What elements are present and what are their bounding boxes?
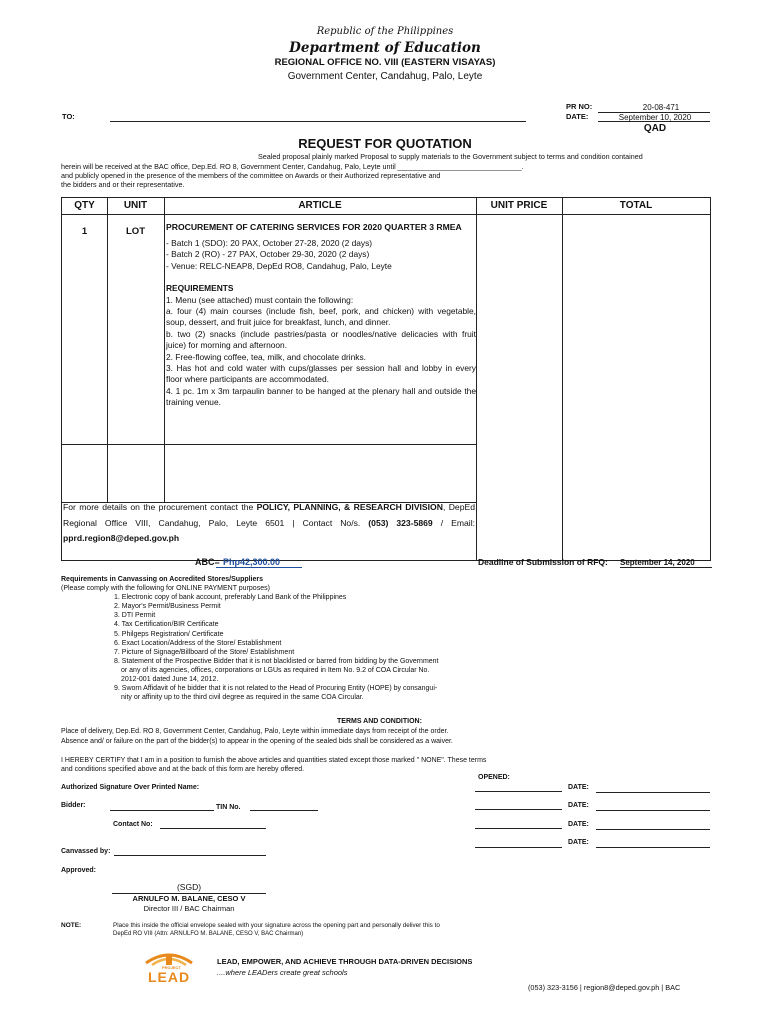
- row-unit: LOT: [126, 226, 145, 237]
- batch-1: - Batch 1 (SDO): 20 PAX, October 27-28, 2020 (2 days): [166, 238, 373, 248]
- date-label: DATE:: [568, 839, 589, 846]
- intro-line-3: and publicly opened in the presence of the members of the committee on Awards or their Authorized representative and: [61, 171, 441, 180]
- row-qty: 1: [81, 226, 88, 237]
- article-bottom-line: [62, 444, 476, 445]
- quotation-table: [61, 197, 711, 561]
- date-label: DATE:: [568, 784, 589, 791]
- contact-details: [62, 500, 475, 547]
- table-header-row: [62, 198, 710, 215]
- article-title: PROCUREMENT OF CATERING SERVICES FOR 2020 QUARTER 3 RMEA: [166, 222, 462, 232]
- contact-email: pprd.region8@deped.gov.ph: [63, 533, 180, 543]
- list-item: 8. Statement of the Prospective Bidder that it is not blacklisted or barred from bidding by the Government: [114, 657, 439, 665]
- header-article: ARTICLE: [298, 200, 342, 211]
- date-line: [596, 792, 710, 793]
- deadline-value: September 14, 2020: [620, 558, 695, 567]
- date-value: September 10, 2020: [618, 113, 692, 122]
- col-divider: [164, 198, 165, 503]
- pr-no-label: PR NO:: [566, 102, 593, 111]
- footer-contact: (053) 323-3156 | region8@deped.gov.ph | BAC: [528, 983, 681, 992]
- lead-logo: [140, 945, 198, 987]
- list-item: 1. Electronic copy of bank account, preferably Land Bank of the Philippines: [114, 594, 347, 602]
- abc-label: ABC=: [195, 557, 220, 567]
- list-item: 2. Mayor's Permit/Business Permit: [114, 603, 221, 611]
- header-unit-price: UNIT PRICE: [490, 200, 548, 211]
- logo-text: LEAD: [148, 969, 191, 985]
- date-line: [596, 810, 710, 811]
- cert-line-1: I HEREBY CERTIFY that I am in a position to furnish the above articles and quantities stated except those marked " NONE". These terms: [61, 757, 487, 764]
- note-line-2: DepEd RO VIII (Attn: ARNULFO M. BALANE, CESO V, BAC Chairman): [113, 931, 304, 937]
- terms-title: TERMS AND CONDITION:: [337, 718, 422, 725]
- date-label: DATE:: [568, 821, 589, 828]
- intro-line-2: herein will be received at the BAC office, Dep.Ed. RO 8, Government Center, Candahug, Palo, Leyte until _______________________________.: [61, 162, 524, 171]
- opened-label: OPENED:: [478, 774, 510, 781]
- list-item: 5. Philgeps Registration/ Certificate: [114, 630, 224, 638]
- republic-line: Republic of the Philippines: [316, 26, 454, 37]
- office-address: Government Center, Candahug, Palo, Leyte: [287, 71, 483, 82]
- article-description: [166, 220, 476, 409]
- list-item: or any of its agencies, offices, corporations or LGUs as required in Item No. 9.2 of COA Circular No.: [121, 666, 430, 674]
- chairman-name: ARNULFO M. BALANE, CESO V: [132, 894, 246, 903]
- header-qty: QTY: [74, 200, 95, 211]
- venue: - Venue: RELC-NEAP8, DepEd RO8, Candahug, Palo, Leyte: [166, 260, 392, 271]
- col-divider: [107, 198, 108, 503]
- requirement-item: a. four (4) main courses (include fish, beef, pork, and chicken) with vegetable, soup, dessert, and fruit juice for breakfast, lunch, and dinner.: [166, 306, 476, 328]
- to-label: TO:: [62, 112, 75, 121]
- requirement-item: 1. Menu (see attached) must contain the following:: [166, 294, 354, 305]
- date-line: [596, 847, 710, 848]
- canvassed-by-line: [114, 855, 266, 856]
- list-item: 7. Picture of Signage/Billboard of the Store/ Establishment: [114, 648, 295, 656]
- intro-line-1: Sealed proposal plainly marked Proposal to supply materials to the Government subject to terms and condition contained: [258, 152, 643, 161]
- pr-no-value: 20-08-471: [642, 103, 680, 112]
- canvassed-by-label: Canvassed by:: [61, 848, 111, 855]
- list-item: 6. Exact Location/Address of the Store/ Establishment: [114, 639, 282, 647]
- requirements-label: REQUIREMENTS: [166, 283, 234, 294]
- requirement-item: 3. Has hot and cold water with cups/glasses per session hall and lobby in every floor where participants are accommodated.: [166, 363, 476, 385]
- contact-division: POLICY, PLANNING, & RESEARCH DIVISION: [256, 502, 443, 512]
- office-code: QAD: [643, 123, 667, 134]
- contact-prefix: For more details on the procurement contact the: [63, 502, 257, 512]
- contact-phone: (053) 323-5869: [368, 517, 433, 528]
- requirement-item: 4. 1 pc. 1m x 3m tarpaulin banner to be hanged at the plenary hall and outside the training venue.: [166, 385, 476, 408]
- cert-line-2: and conditions specified above and at the back of this form are hereby offered.: [61, 766, 305, 773]
- canvassing-requirements: [61, 575, 511, 702]
- header-unit: UNIT: [123, 200, 148, 211]
- page-title: REQUEST FOR QUOTATION: [298, 136, 472, 151]
- deadline-label: Deadline of Submission of RFQ:: [478, 557, 608, 567]
- opened-line: [475, 809, 562, 810]
- col-divider: [476, 198, 477, 560]
- date-label: DATE:: [568, 802, 589, 809]
- footer-tagline: ....where LEADers create great schools: [217, 968, 348, 977]
- list-item: 9. Sworn Affidavit of he bidder that it is not related to the Head of Procuring Entity (HOPE) by consangui-: [114, 685, 438, 693]
- abc-underline: [216, 567, 302, 568]
- bidder-label: Bidder:: [61, 802, 86, 809]
- deadline-underline: [620, 567, 712, 568]
- department-name: Department of Education: [289, 40, 481, 56]
- date-label: DATE:: [566, 112, 589, 121]
- contact-mid: , DepEd Regional Office VIII, Candahug, Palo, Leyte 6501 | Contact No/s.: [63, 502, 475, 528]
- tin-label: TIN No.: [216, 804, 241, 811]
- batch-2: - Batch 2 (RO) - 27 PAX, October 29-30, 2020 (2 days): [166, 249, 370, 260]
- terms-line-2: Absence and/ or failure on the part of the bidder(s) to appear in the opening of the sealed bids shall be considered as a waiver.: [61, 738, 453, 745]
- intro-line-4: the bidders and or their representative.: [61, 180, 185, 189]
- opened-line: [475, 828, 562, 829]
- date-line: [598, 121, 710, 122]
- terms-line-1: Place of delivery, Dep.Ed. RO 8, Government Center, Candahug, Palo, Leyte within immediate days from receipt of the order.: [61, 728, 449, 735]
- chairman-title: Director III / BAC Chairman: [143, 904, 235, 913]
- list-item: 3. DTI Permit: [114, 612, 156, 620]
- note-label: NOTE:: [61, 922, 82, 929]
- list-item: nity or affinity up to the third civil degree as required in the same COA Circular.: [121, 694, 364, 702]
- bidder-line: [110, 810, 214, 811]
- approved-label: Approved:: [61, 867, 96, 874]
- canvassing-subtitle: (Please comply with the following for ONLINE PAYMENT purposes): [61, 585, 270, 593]
- col-divider: [562, 198, 563, 560]
- requirement-item: 2. Free-flowing coffee, tea, milk, and chocolate drinks.: [166, 351, 367, 362]
- regional-office: REGIONAL OFFICE NO. VIII (EASTERN VISAYAS): [274, 57, 496, 68]
- email-label: / Email:: [432, 517, 475, 528]
- tin-line: [250, 810, 318, 811]
- requirement-item: b. two (2) snacks (include pastries/pasta or noodles/native delicacies with fruit juice) for morning and afternoon.: [166, 328, 476, 351]
- opened-line: [475, 847, 562, 848]
- footer-slogan: LEAD, EMPOWER, AND ACHIEVE THROUGH DATA-DRIVEN DECISIONS: [217, 957, 473, 966]
- authorized-signature-label: Authorized Signature Over Printed Name:: [61, 784, 200, 791]
- note-line-1: Place this inside the official envelope sealed with your signature across the opening part and personally deliver this to: [113, 922, 440, 929]
- canvassing-title: Requirements in Canvassing on Accredited Stores/Suppliers: [61, 576, 264, 583]
- logo-subtext: PROJECT: [162, 965, 181, 970]
- contact-no-line: [160, 828, 266, 829]
- header-total: TOTAL: [619, 200, 653, 211]
- list-item: 4. Tax Certification/BIR Certificate: [114, 621, 219, 629]
- date-line: [596, 829, 710, 830]
- list-item: 2012-001 dated June 14, 2012.: [121, 676, 219, 684]
- contact-no-label: Contact No:: [113, 821, 153, 828]
- signed-mark: (SGD): [176, 882, 202, 892]
- to-line: [110, 121, 526, 122]
- abc-value: Php42,300.00: [223, 557, 281, 567]
- opened-line: [475, 791, 562, 792]
